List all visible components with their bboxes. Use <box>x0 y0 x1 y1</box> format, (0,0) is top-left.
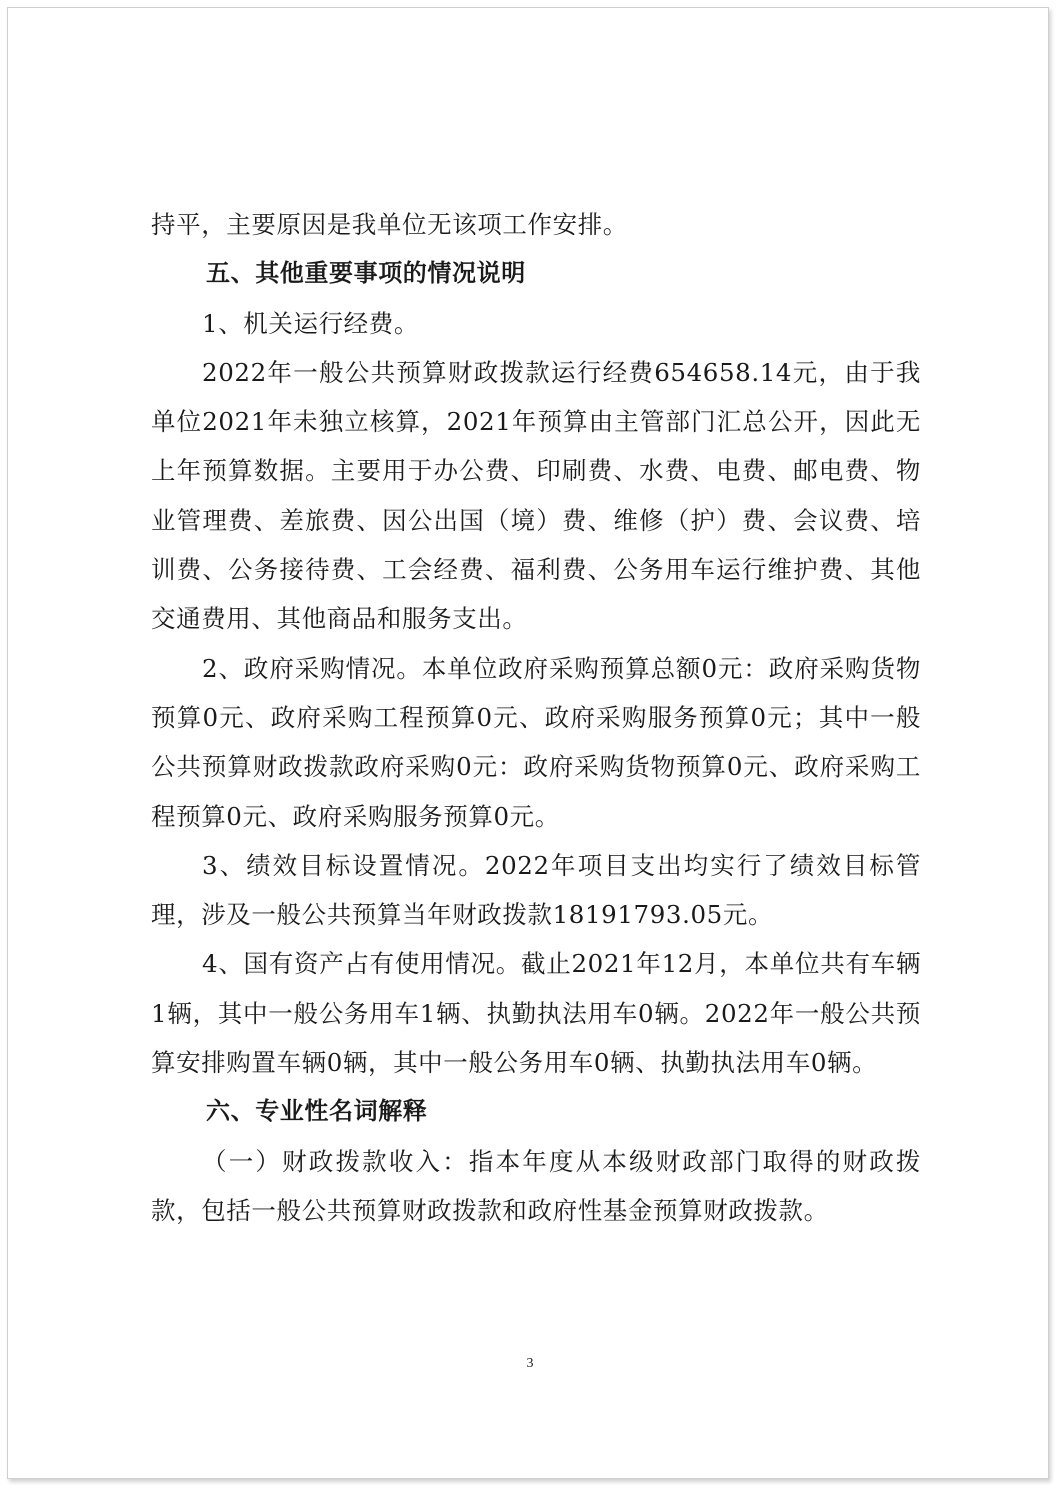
paragraph-fiscal-appropriation: （一）财政拨款收入：指本年度从本级财政部门取得的财政拨款，包括一般公共预算财政拨款和政府性基金预算财政拨款。 <box>151 1146 921 1225</box>
paragraph-state-assets: 4、国有资产占有使用情况。截止2021年12月，本单位共有车辆1辆，其中一般公务用车1辆、执勤执法用车0辆。2022年一般公共预算安排购置车辆0辆，其中一般公务用车0辆、执勤执法用车0辆。 <box>151 949 921 1078</box>
page-number: 3 <box>526 1356 534 1371</box>
paragraph-performance-goals: 3、绩效目标设置情况。2022年项目支出均实行了绩效目标管理，涉及一般公共预算当年财政拨款18191793.05元。 <box>151 850 921 930</box>
paragraph-operating-funds-title: 1、机关运行经费。 <box>202 308 419 338</box>
section-heading-6: 六、专业性名词解释 <box>206 1097 428 1126</box>
document-body <box>151 200 921 1235</box>
paragraph-procurement: 2、政府采购情况。本单位政府采购预算总额0元：政府采购货物预算0元、政府采购工程预算0元、政府采购服务预算0元；其中一般公共预算财政拨款政府采购0元：政府采购货物预算0元、政府采购工程预算0元、政府采购服务预算0元。 <box>151 653 921 831</box>
section-heading-5: 五、其他重要事项的情况说明 <box>206 259 526 288</box>
paragraph-operating-funds: 2022年一般公共预算财政拨款运行经费654658.14元，由于我单位2021年未独立核算，2021年预算由主管部门汇总公开，因此无上年预算数据。主要用于办公费、印刷费、水费、电费、邮电费、物业管理费、差旅费、因公出国（境）费、维修（护）费、会议费、培训费、公务接待费、工会经费、福利费、公务用车运行维护费、其他交通费用、其他商品和服务支出。 <box>151 357 921 634</box>
paragraph-continuation: 持平，主要原因是我单位无该项工作安排。 <box>151 210 628 239</box>
